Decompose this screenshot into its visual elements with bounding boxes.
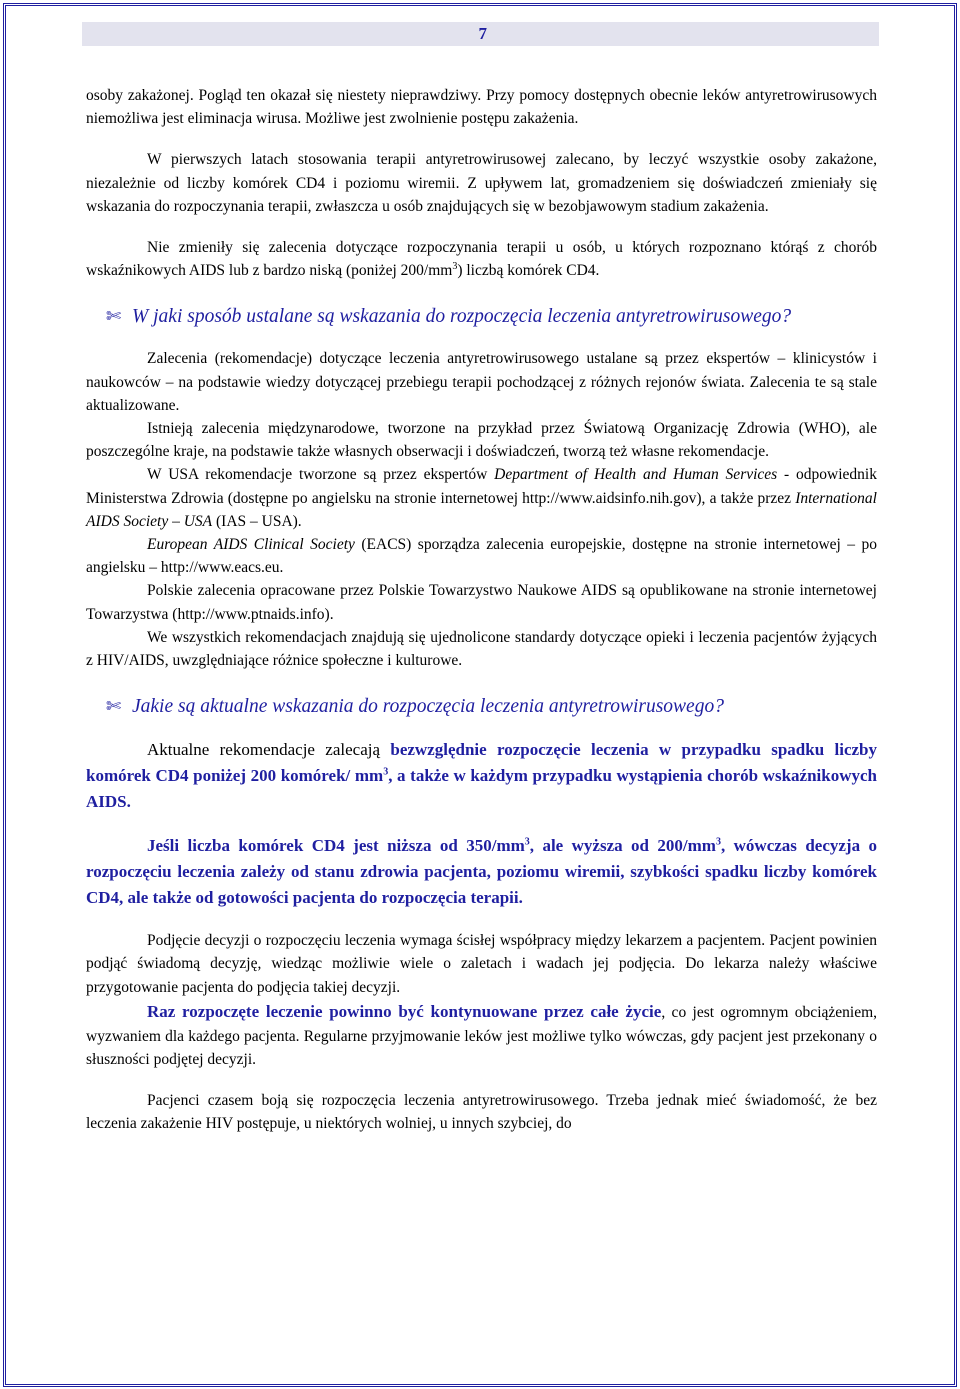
paragraph-current-recommendations: Aktualne rekomendacje zalecają bezwzględnie rozpoczęcie leczenia w przypadku spadku liczby komórek CD4 poniżej 200 komórek/ $mm^3$, a także w każdym przypadku wystąpienia chorób wskaźnikowych AIDS. xyxy=(86,740,877,812)
paragraph-usa-recommendations: W USA rekomendacje tworzone są przez ekspertów Department of Health and Human Services - odpowiednik Ministerstwa Zdrowia (dostępne po angielsku na stronie internetowej http://www.aidsinfo.nih.gov), a także przez International AIDS Society – USA (IAS – USA). xyxy=(86,466,877,530)
section-heading-current-indications: ✄ Jakie są aktualne wskazania do rozpoczęcia leczenia antyretrowirusowego? xyxy=(106,696,724,718)
paragraph-international-recommendations: Istnieją zalecenia międzynarodowe, tworzone na przykład przez Światową Organizację Zdrowia (WHO), ale poszczególne kraje, na podstawie także własnych obserwacji i doświadczeń, tworzą też własne rekomendacje. xyxy=(86,420,877,461)
paragraph-eacs-recommendations: European AIDS Clinical Society (EACS) sporządza zalecenia europejskie, dostępne na stronie internetowej – po angielsku – http://www.eacs.eu. xyxy=(86,536,878,577)
paragraph-unified-standards: We wszystkich rekomendacjach znajdują się ujednolicone standardy dotyczące opieki i leczenia pacjentów żyjących z HIV/AIDS, uwzględniające różnice społeczne i kulturowe. xyxy=(86,628,877,670)
paragraph-continuation: osoby zakażonej. Pogląd ten okazał się niestety nieprawdziwy. Przy pomocy dostępnych obecnie leków antyretrowirusowych niemożliwa jest eliminacja wirusa. Możliwe jest zwolnienie postępu zakażenia. xyxy=(86,87,877,128)
paragraph-cd4-range-decision: Jeśli liczba komórek CD4 jest niższa od $350/mm^3$, ale wyższa od $200/mm^3$, wówczas decyzja o rozpoczęciu leczenia zależy od stanu zdrowia pacjenta, poziomu wiremii, szybkości spadku liczby komórek CD4, ale także od gotowości pacjenta do rozpoczęcia terapii. xyxy=(86,836,877,908)
paragraph-patients-fear: Pacjenci czasem boją się rozpoczęcia leczenia antyretrowirusowego. Trzeba jednak mieć świadomość, że bez leczenia zakażenie HIV postępuje, u niektórych wolniej, u innych szybciej, do xyxy=(86,1092,877,1133)
paragraph-polish-recommendations: Polskie zalecenia opracowane przez Polskie Towarzystwo Naukowe AIDS są opublikowane na stronie internetowej Towarzystwa (http://www.ptnaids.info). xyxy=(86,582,877,623)
scissors-icon: ✄ xyxy=(106,696,122,717)
page-header-bar xyxy=(82,22,879,46)
paragraph-lifelong-treatment: Raz rozpoczęte leczenie powinno być kontynuowane przez całe życie, co jest ogromnym obciążeniem, wyzwaniem dla każdego pacjenta. Regularne przyjmowanie leków jest możliwe tylko wówczas, gdy pacjent jest przekonany o słuszności podjętej decyzji. xyxy=(86,1001,878,1069)
page-content xyxy=(86,84,877,1136)
paragraph-unchanged-recommendations: Nie zmieniły się zalecenia dotyczące rozpoczynania terapii u osób, u których rozpoznano którąś z chorób wskaźnikowych AIDS lub z bardzo niską (poniżej $200/mm^3$) liczbą komórek CD4. xyxy=(86,239,877,280)
section-heading-how-indications-set: ✄ W jaki sposób ustalane są wskazania do rozpoczęcia leczenia antyretrowirusowego? xyxy=(106,306,792,328)
paragraph-early-therapy: W pierwszych latach stosowania terapii antyretrowirusowej zalecano, by leczyć wszystkie osoby zakażone, niezależnie od liczby komórek CD4 i poziomu wiremii. Z upływem lat, gromadzeniem się doświadczeń zmieniały się wskazania do rozpoczynania terapii, zwłaszcza u osób znajdujących się w bezobjawowym stadium zakażenia. xyxy=(86,151,877,215)
page-number: 7 xyxy=(478,24,487,43)
paragraph-recommendations-experts: Zalecenia (rekomendacje) dotyczące leczenia antyretrowirusowego ustalane są przez ekspertów – klinicystów i naukowców – na podstawie wiedzy dotyczącej przebiegu terapii pochodzącej z różnych rejonów świata. Zalecenia te są stale aktualizowane. xyxy=(86,350,877,414)
scissors-icon: ✄ xyxy=(106,306,122,327)
paragraph-decision-cooperation: Podjęcie decyzji o rozpoczęciu leczenia wymaga ścisłej współpracy między lekarzem a pacjentem. Pacjent powinien podjąć świadomą decyzję, wiedząc możliwie wiele o zaletach i wadach jej podjęcia. Do lekarza należy właściwe przygotowanie pacjenta do podjęcia takiej decyzji. xyxy=(86,932,877,996)
